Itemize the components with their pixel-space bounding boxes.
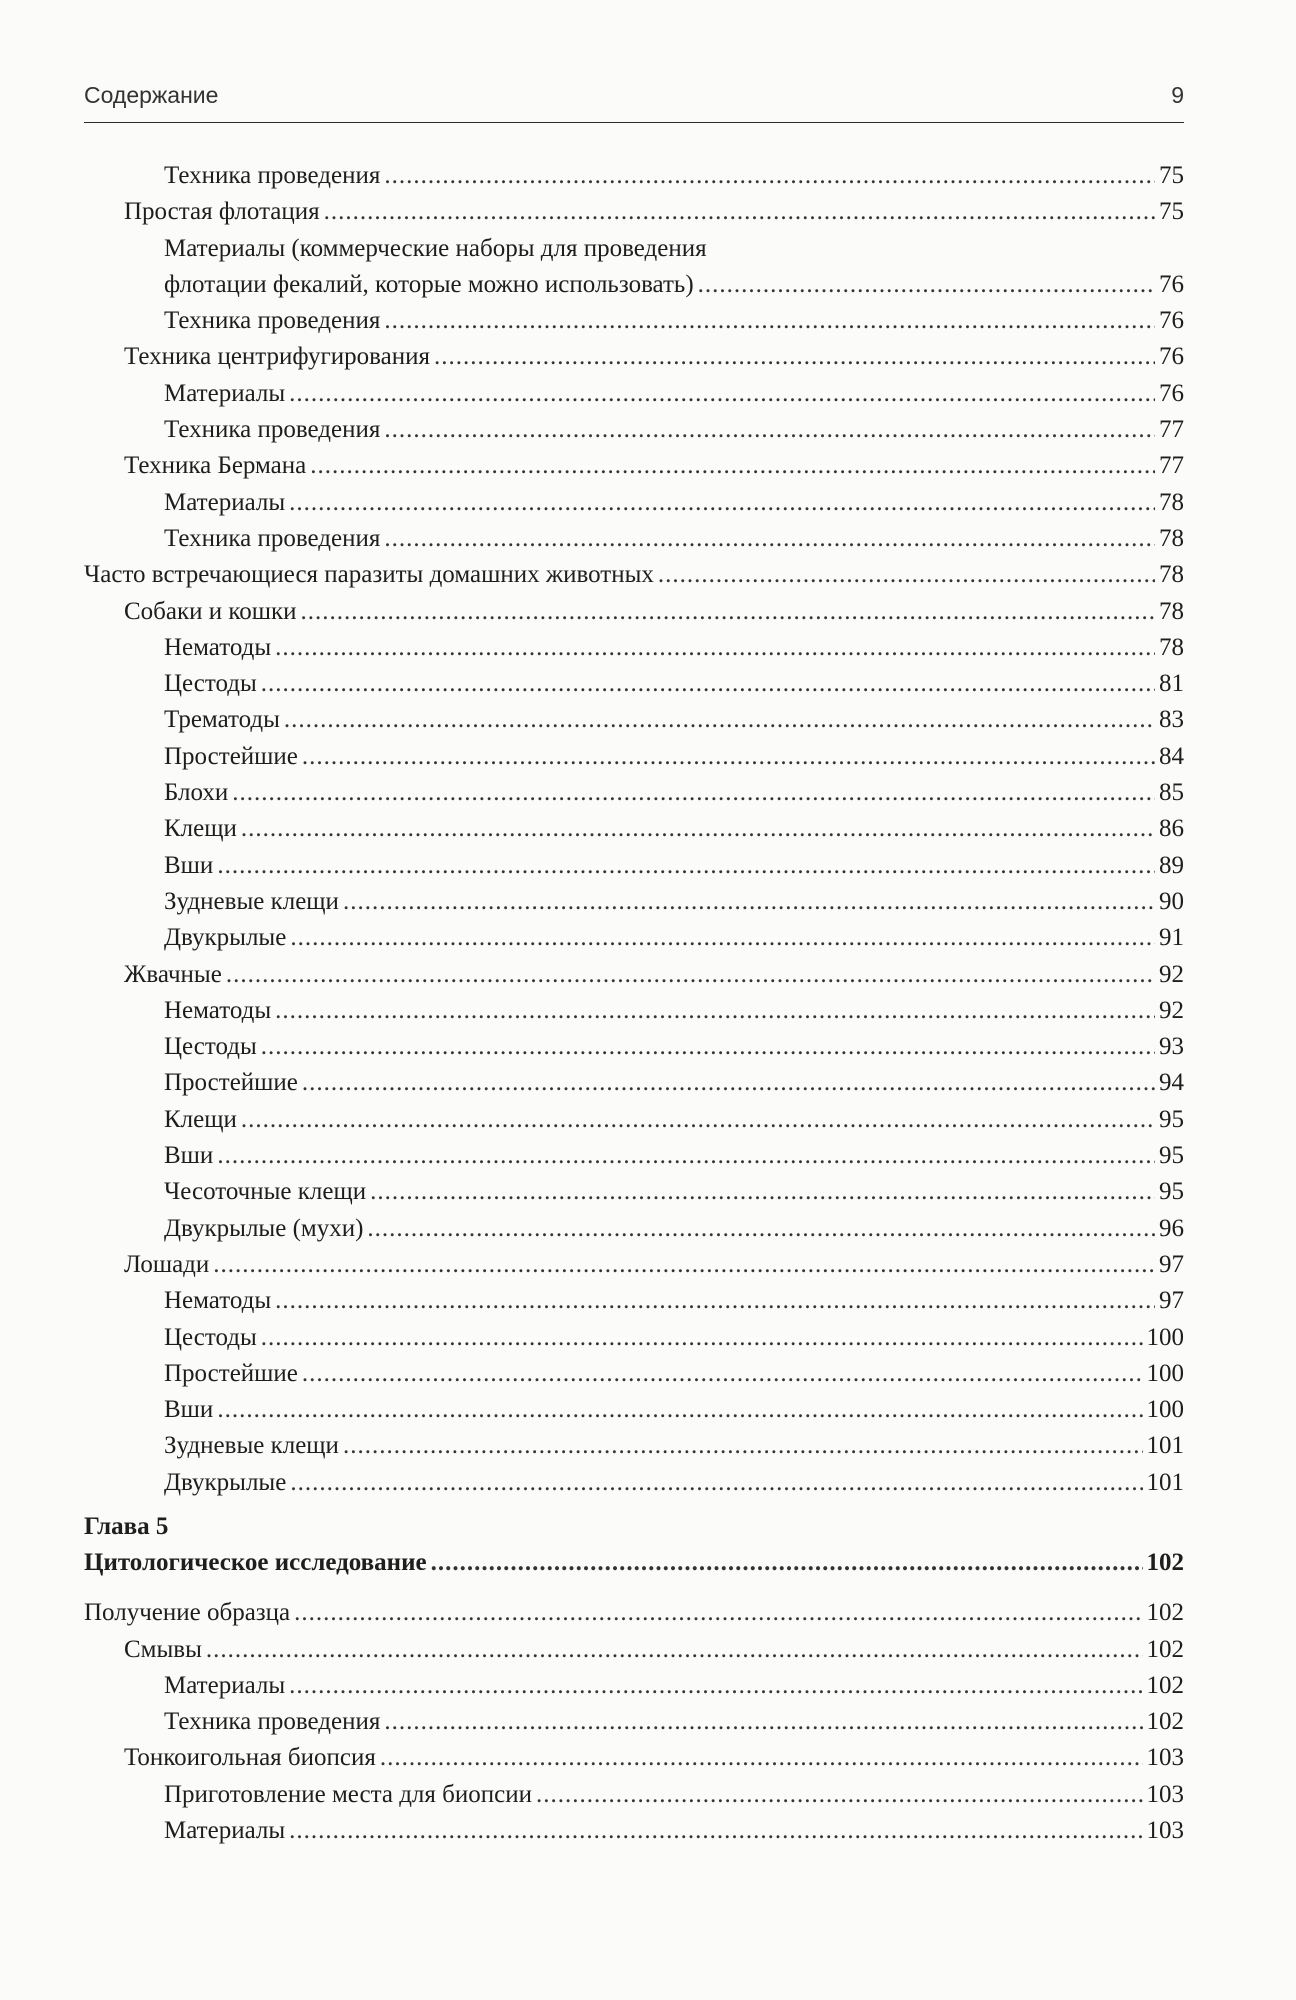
toc-entry[interactable] — [84, 1632, 1184, 1668]
dot-leader — [343, 1428, 1143, 1464]
dot-leader — [302, 1065, 1155, 1101]
toc-entry[interactable] — [84, 267, 1184, 303]
toc-entry-page: 83 — [1159, 706, 1184, 734]
dot-leader — [217, 848, 1155, 884]
dot-leader — [294, 1595, 1142, 1631]
toc-entry-page: 89 — [1159, 851, 1184, 879]
toc-entry[interactable] — [84, 158, 1184, 194]
toc-entry-title: Вши — [164, 1396, 214, 1424]
running-header — [84, 80, 1184, 123]
dot-leader — [261, 666, 1155, 702]
toc-entry-page: 81 — [1159, 670, 1184, 698]
toc-entry-title: Цестоды — [164, 1323, 257, 1351]
toc-entry-title: Техника проведения — [164, 416, 381, 444]
chapter-label: Глава 5 — [84, 1512, 169, 1540]
dot-leader — [261, 1320, 1143, 1356]
dot-leader — [302, 739, 1155, 775]
toc-entry-title: Нематоды — [164, 996, 272, 1024]
toc-entry-title: Цитологическое исследование — [84, 1548, 427, 1576]
dot-leader — [289, 376, 1155, 412]
toc-entry-title: Материалы — [164, 1817, 286, 1845]
toc-entry[interactable] — [84, 521, 1184, 557]
toc-entry[interactable] — [84, 485, 1184, 521]
toc-entry-page: 78 — [1159, 633, 1184, 661]
toc-entry-page: 85 — [1159, 779, 1184, 807]
toc-entry[interactable] — [84, 1428, 1184, 1464]
dot-leader — [289, 485, 1155, 521]
dot-leader — [213, 1247, 1155, 1283]
dot-leader — [431, 1545, 1143, 1581]
toc-entry-page: 76 — [1159, 307, 1184, 335]
dot-leader — [206, 1632, 1143, 1668]
dot-leader — [217, 1138, 1155, 1174]
toc-entry[interactable] — [84, 448, 1184, 484]
toc-entry[interactable] — [84, 1283, 1184, 1319]
dot-leader — [275, 630, 1155, 666]
toc-entry-title: Материалы — [164, 1671, 286, 1699]
toc-entry-title: Материалы — [164, 379, 286, 407]
toc-entry-title: Клещи — [164, 1105, 237, 1133]
dot-leader — [284, 702, 1155, 738]
toc-entry-title: Двукрылые — [164, 924, 287, 952]
toc-entry-title: Двукрылые (мухи) — [164, 1214, 364, 1242]
dot-leader — [658, 557, 1155, 593]
toc-entry[interactable] — [84, 1174, 1184, 1210]
toc-entry-page: 96 — [1159, 1214, 1184, 1242]
toc-entry-page: 84 — [1159, 742, 1184, 770]
toc-entry-title: Материалы — [164, 488, 286, 516]
toc-entry-title: Тонкоигольная биопсия — [124, 1744, 376, 1772]
toc-entry[interactable] — [84, 920, 1184, 956]
toc-entry-title: Вши — [164, 1142, 214, 1170]
toc-entry-title: Клещи — [164, 815, 237, 843]
toc-entry[interactable] — [84, 1356, 1184, 1392]
dot-leader — [384, 521, 1155, 557]
toc-entry-page: 90 — [1159, 887, 1184, 915]
toc-entry-page: 92 — [1159, 960, 1184, 988]
dot-leader — [370, 1174, 1155, 1210]
dot-leader — [380, 1740, 1143, 1776]
dot-leader — [302, 1356, 1143, 1392]
dot-leader — [290, 920, 1155, 956]
toc-entry[interactable] — [84, 739, 1184, 775]
toc-entry-page: 103 — [1146, 1817, 1184, 1845]
dot-leader — [324, 194, 1155, 230]
dot-leader — [289, 1668, 1142, 1704]
toc-entry-title: Нематоды — [164, 633, 272, 661]
toc-entry-page: 102 — [1146, 1599, 1184, 1627]
toc-entry-page: 103 — [1146, 1780, 1184, 1808]
toc-entry-page: 86 — [1159, 815, 1184, 843]
dot-leader — [241, 1102, 1155, 1138]
toc-entry-title: Часто встречающиеся паразиты домашних животных — [84, 561, 654, 589]
toc-entry[interactable] — [84, 1740, 1184, 1776]
dot-leader — [275, 1283, 1155, 1319]
dot-leader — [384, 412, 1155, 448]
toc-entry[interactable] — [84, 630, 1184, 666]
toc-entry-title: Простая флотация — [124, 198, 320, 226]
toc-entry-title: Получение образца — [84, 1599, 291, 1627]
toc-entry[interactable] — [84, 848, 1184, 884]
dot-leader — [434, 339, 1155, 375]
toc-entry-title: Техника Бермана — [124, 452, 307, 480]
toc-entry-page: 100 — [1146, 1359, 1184, 1387]
toc-entry-page: 101 — [1146, 1432, 1184, 1460]
toc-entry-page: 102 — [1146, 1708, 1184, 1736]
toc-entry-title: Простейшие — [164, 742, 298, 770]
toc-entry-page: 100 — [1146, 1323, 1184, 1351]
toc-entry-title: Простейшие — [164, 1359, 298, 1387]
toc-entry[interactable] — [84, 303, 1184, 339]
toc-entry-page: 95 — [1159, 1178, 1184, 1206]
toc-entry-title-line: Материалы (коммерческие наборы для проведения — [164, 234, 707, 262]
toc-entry-page: 75 — [1159, 198, 1184, 226]
toc-entry[interactable] — [84, 1247, 1184, 1283]
toc-entry-title: Зудневые клещи — [164, 887, 339, 915]
toc-entry[interactable] — [84, 412, 1184, 448]
toc-entry[interactable] — [84, 1102, 1184, 1138]
toc-entry-page: 95 — [1159, 1142, 1184, 1170]
toc-entry-title: Жвачные — [124, 960, 222, 988]
dot-leader — [384, 158, 1155, 194]
toc-entry[interactable] — [84, 1320, 1184, 1356]
toc-entry[interactable] — [84, 811, 1184, 847]
dot-leader — [232, 775, 1155, 811]
toc-entry[interactable] — [84, 557, 1184, 593]
toc-entry[interactable] — [84, 666, 1184, 702]
toc-entry-page: 92 — [1159, 996, 1184, 1024]
toc-entry-page: 77 — [1159, 416, 1184, 444]
toc-entry[interactable] — [84, 1392, 1184, 1428]
toc-entry-page: 100 — [1146, 1396, 1184, 1424]
toc-entry[interactable] — [84, 1065, 1184, 1101]
toc-entry[interactable] — [84, 702, 1184, 738]
toc-entry-title: Трематоды — [164, 706, 280, 734]
dot-leader — [536, 1777, 1143, 1813]
toc-entry-page: 102 — [1146, 1548, 1184, 1576]
toc-entry-page: 94 — [1159, 1069, 1184, 1097]
toc-entry-title: Блохи — [164, 779, 229, 807]
toc-entry-page: 78 — [1159, 488, 1184, 516]
toc-entry[interactable] — [84, 1668, 1184, 1704]
dot-leader — [261, 1029, 1155, 1065]
toc-entry[interactable] — [84, 1029, 1184, 1065]
toc-entry-title: Цестоды — [164, 1033, 257, 1061]
table-of-contents — [84, 158, 1184, 1849]
toc-entry-page: 76 — [1159, 343, 1184, 371]
page-number: 9 — [1171, 82, 1184, 108]
toc-entry-page: 75 — [1159, 162, 1184, 189]
toc-entry-title: Смывы — [124, 1635, 202, 1663]
dot-leader — [698, 267, 1155, 303]
toc-entry-title: Двукрылые — [164, 1468, 287, 1496]
toc-entry[interactable] — [84, 957, 1184, 993]
toc-entry-page: 97 — [1159, 1250, 1184, 1278]
toc-entry[interactable] — [84, 594, 1184, 630]
dot-leader — [241, 811, 1155, 847]
toc-entry-title: Техника проведения — [164, 524, 381, 552]
dot-leader — [289, 1813, 1142, 1849]
toc-entry[interactable] — [84, 339, 1184, 375]
toc-entry-title: Техника проведения — [164, 307, 381, 335]
toc-entry-page: 77 — [1159, 452, 1184, 480]
toc-entry[interactable] — [84, 1813, 1184, 1849]
toc-entry-page: 95 — [1159, 1105, 1184, 1133]
toc-entry[interactable] — [84, 1138, 1184, 1174]
toc-entry-title: Простейшие — [164, 1069, 298, 1097]
dot-leader — [301, 594, 1155, 630]
toc-entry-title: Техника проведения — [164, 162, 381, 189]
running-header-title: Содержание — [84, 82, 219, 108]
toc-entry-page: 93 — [1159, 1033, 1184, 1061]
toc-entry-title: Чесоточные клещи — [164, 1178, 367, 1206]
toc-entry-title: Вши — [164, 851, 214, 879]
toc-entry-page: 102 — [1146, 1635, 1184, 1663]
dot-leader — [226, 957, 1155, 993]
toc-entry-page: 102 — [1146, 1671, 1184, 1699]
toc-entry[interactable] — [84, 884, 1184, 920]
dot-leader — [384, 303, 1155, 339]
toc-entry-title: Техника проведения — [164, 1708, 381, 1736]
toc-entry[interactable] — [84, 775, 1184, 811]
toc-entry[interactable] — [84, 1777, 1184, 1813]
toc-entry[interactable] — [84, 194, 1184, 230]
dot-leader — [275, 993, 1155, 1029]
dot-leader — [367, 1211, 1155, 1247]
toc-entry-title: Зудневые клещи — [164, 1432, 339, 1460]
toc-entry-title: флотации фекалий, которые можно использовать) — [164, 270, 694, 298]
toc-chapter-entry[interactable] — [84, 1545, 1184, 1581]
toc-entry-title: Техника центрифугирования — [124, 343, 430, 371]
toc-entry-title: Нематоды — [164, 1287, 272, 1315]
dot-leader — [343, 884, 1155, 920]
toc-entry[interactable] — [84, 376, 1184, 412]
toc-entry[interactable] — [84, 993, 1184, 1029]
toc-entry-page: 78 — [1159, 561, 1184, 589]
toc-entry-title: Лошади — [124, 1250, 210, 1278]
toc-entry-page: 97 — [1159, 1287, 1184, 1315]
toc-entry-page: 91 — [1159, 924, 1184, 952]
toc-entry[interactable] — [84, 1465, 1184, 1501]
toc-entry-title: Собаки и кошки — [124, 597, 297, 625]
toc-entry-page: 103 — [1146, 1744, 1184, 1772]
toc-entry-page: 78 — [1159, 524, 1184, 552]
toc-entry[interactable] — [84, 1595, 1184, 1631]
toc-entry[interactable] — [84, 1211, 1184, 1247]
toc-entry-page: 76 — [1159, 270, 1184, 298]
toc-entry[interactable] — [84, 1704, 1184, 1740]
dot-leader — [217, 1392, 1142, 1428]
dot-leader — [310, 448, 1155, 484]
toc-entry-page: 78 — [1159, 597, 1184, 625]
toc-entry-page: 101 — [1146, 1468, 1184, 1496]
dot-leader — [290, 1465, 1142, 1501]
dot-leader — [384, 1704, 1142, 1740]
toc-entry-title: Приготовление места для биопсии — [164, 1780, 532, 1808]
toc-entry-page: 76 — [1159, 379, 1184, 407]
toc-entry-title: Цестоды — [164, 670, 257, 698]
